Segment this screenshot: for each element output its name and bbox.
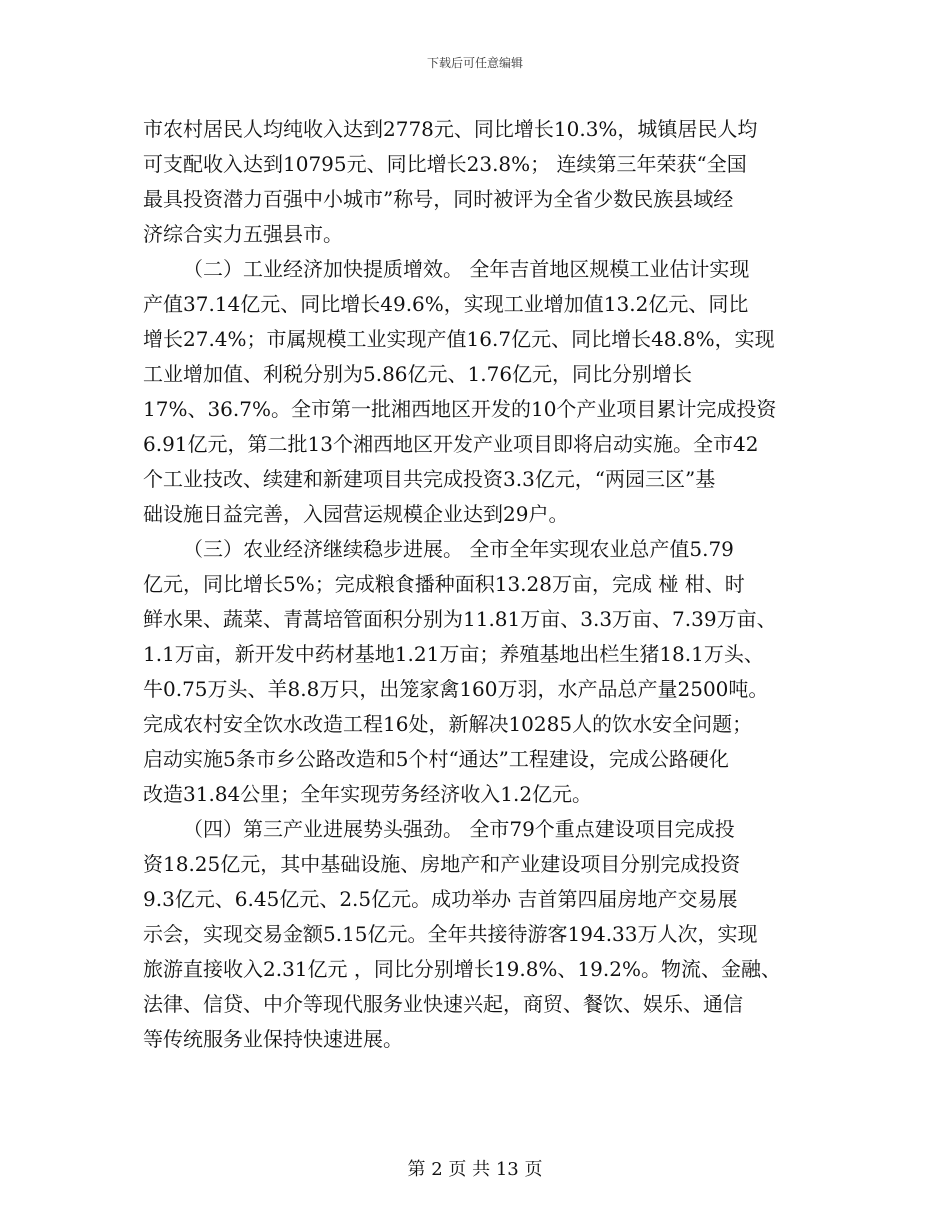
section-heading-line: （三）农业经济继续稳步进展。 全市全年实现农业总产值5.79 [183,537,734,561]
page-header: 下载后可任意编辑 [426,56,523,70]
text-line: 济综合实力五强县市。 [143,222,343,246]
text-line: 17%、36.7%。全市第一批湘西地区开发的10个产业项目累计完成投资 [143,397,777,421]
document-body [143,112,843,1057]
text-line: 法律、信贷、中介等现代服务业快速兴起，商贸、餐饮、娱乐、通信 [143,992,743,1016]
text-line: 示会，实现交易金额5.15亿元。全年共接待游客194.33万人次，实现 [143,922,758,946]
text-line: 启动实施5条市乡公路改造和5个村“通达”工程建设，完成公路硬化 [143,747,729,771]
section-heading-line: （四）第三产业进展势头强劲。 全市79个重点建设项目完成投 [183,817,735,841]
text-line: 等传统服务业保持快速进展。 [143,1027,403,1051]
text-line: 鲜水果、蔬菜、青蒿培管面积分别为11.81万亩、3.3万亩、7.39万亩、 [143,607,777,631]
text-line: 工业增加值、利税分别为5.86亿元、1.76亿元，同比分别增长 [143,362,693,386]
text-line: 础设施日益完善，入园营运规模企业达到29户。 [143,502,569,526]
text-line: 最具投资潜力百强中小城市”称号，同时被评为全省少数民族县域经 [143,187,734,211]
text-line: 亿元，同比增长5%；完成粮食播种面积13.28万亩，完成 椪 柑、时 [143,572,745,596]
text-line: 市农村居民人均纯收入达到2778元、同比增长10.3%，城镇居民人均 [143,117,758,141]
text-line: 牛0.75万头、羊8.8万只，出笼家禽160万羽，水产品总产量2500吨。 [143,677,769,701]
text-line: 6.91亿元，第二批13个湘西地区开发产业项目即将启动实施。全市42 [143,432,759,456]
text-line: 1.1万亩，新开发中药材基地1.21万亩；养殖基地出栏生猪18.1万头、 [143,642,764,666]
text-line: 完成农村安全饮水改造工程16处，新解决10285人的饮水安全问题； [143,712,753,736]
text-line: 旅游直接收入2.31亿元 ，同比分别增长19.8%、19.2%。物流、金融、 [143,957,781,981]
text-line: 资18.25亿元，其中基础设施、房地产和产业建设项目分别完成投资 [143,852,741,876]
text-line: 产值37.14亿元、同比增长49.6%，实现工业增加值13.2亿元、同比 [143,292,749,316]
text-line: 9.3亿元、6.45亿元、2.5亿元。成功举办 吉首第四届房地产交易展 [143,887,738,911]
text-line: 个工业技改、续建和新建项目共完成投资3.3亿元，“两园三区”基 [143,467,716,491]
section-heading-line: （二）工业经济加快提质增效。 全年吉首地区规模工业估计实现 [183,257,750,281]
text-line: 改造31.84公里；全年实现劳务经济收入1.2亿元。 [143,782,593,806]
text-line: 增长27.4%；市属规模工业实现产值16.7亿元、同比增长48.8%，实现 [143,327,775,351]
text-line: 可支配收入达到10795元、同比增长23.8%； 连续第三年荣获“全国 [143,152,747,176]
page-number-footer: 第 2 页 共 13 页 [407,1159,543,1180]
